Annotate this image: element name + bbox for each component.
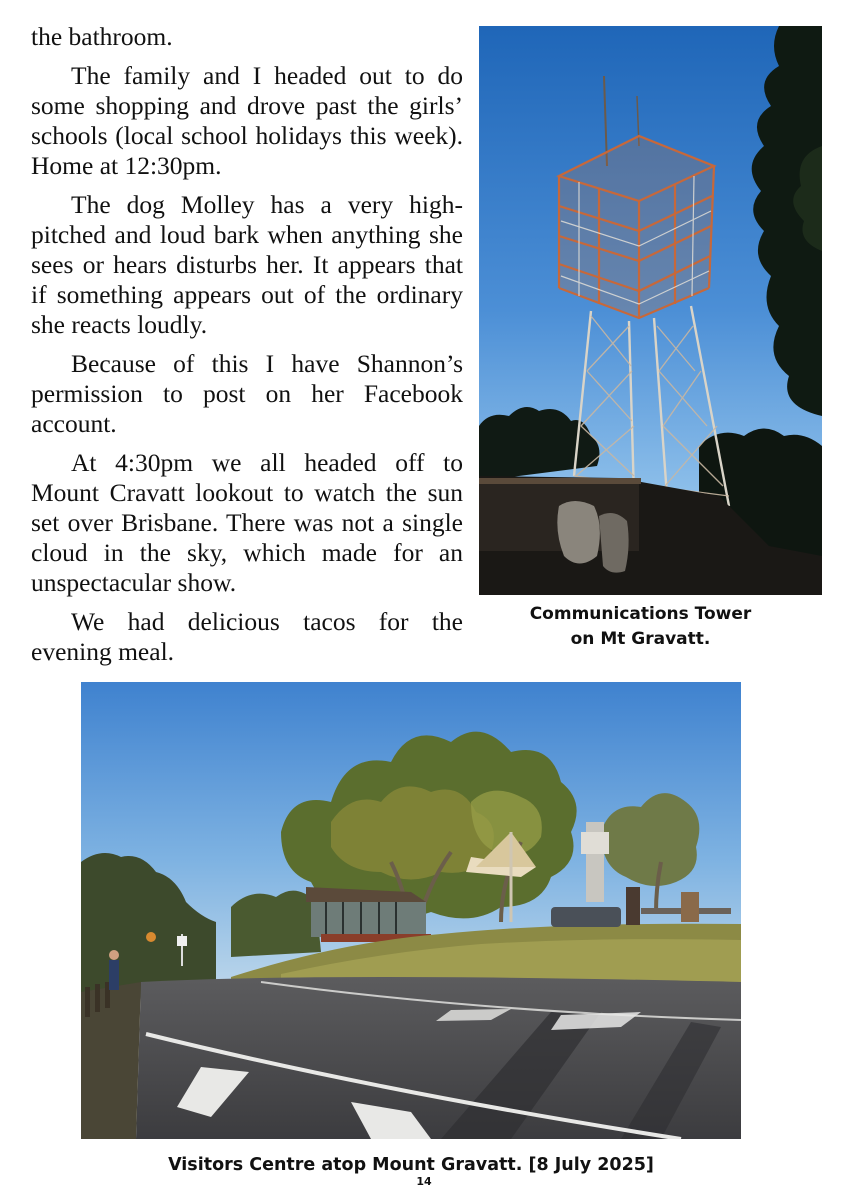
paragraph: At 4:30pm we all headed off to Mount Cravatt lookout to watch the sun set over Brisbane. There was not a single cloud in the sky, which made for an unspectacular show. [31,448,463,597]
paragraph: The family and I headed out to do some shopping and drove past the girls’ schools (local school holidays this week). Home at 12:30pm. [31,61,463,180]
paragraph: the bathroom. [31,22,173,51]
paragraph: We had delicious tacos for the evening meal. [31,607,463,666]
visitors-photo-caption: Visitors Centre atop Mount Gravatt. [8 July 2025] [168,1155,654,1175]
paragraph: The dog Molley has a very high-pitched and loud bark when anything she sees or hears disturbs her. It appears that if something appears out of the ordinary she reacts loudly. [31,190,463,339]
caption-line: Communications Tower [529,604,752,624]
visitors-centre-photo [81,682,741,1139]
tower-photo-caption [479,602,802,652]
article-text [31,22,463,676]
caption-line: on Mt Gravatt. [570,629,711,649]
communications-tower-photo [479,26,822,595]
paragraph: Because of this I have Shannon’s permission to post on her Facebook account. [31,349,463,438]
page-number: 14 [416,1175,432,1188]
